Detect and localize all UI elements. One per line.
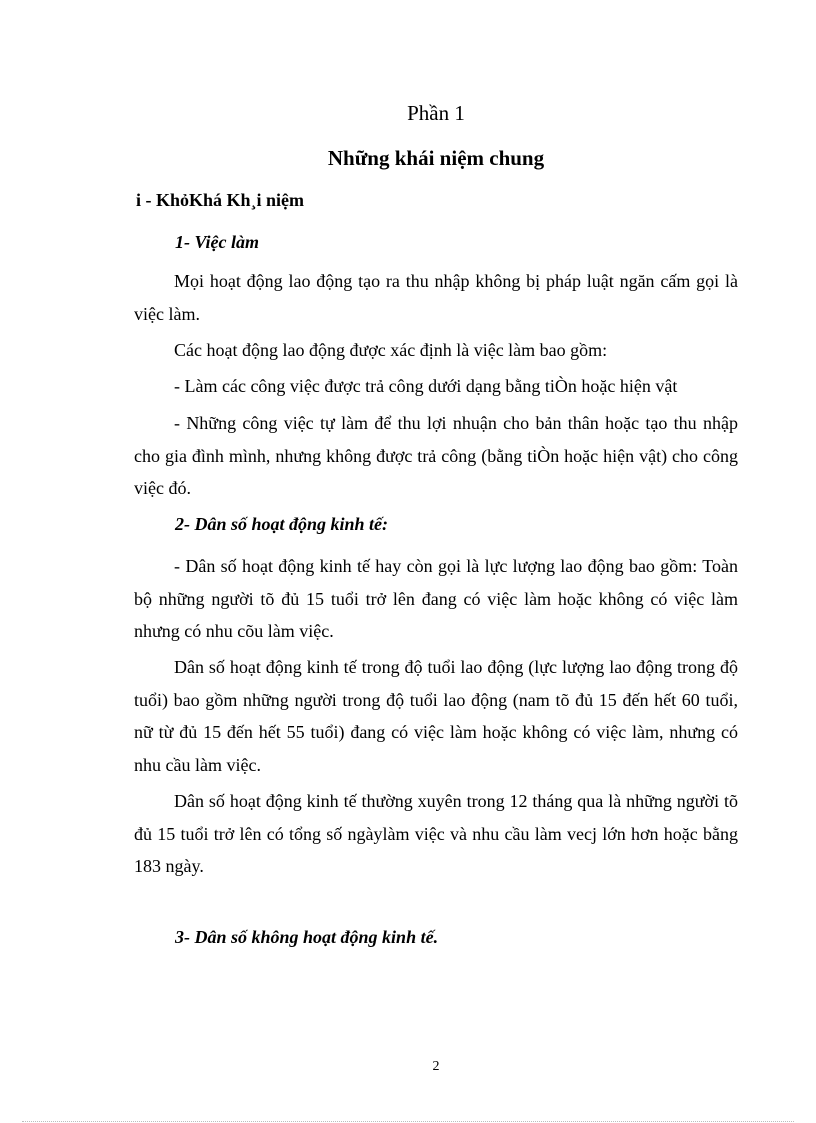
part-title: Phần 1 bbox=[407, 101, 465, 125]
paragraph: Dân số hoạt động kinh tế thường xuyên trong 12 tháng qua là những người tõ đủ 15 tuổi trở lên có tổng số ngàylàm việc và nhu cầu làm vecj lớn hơn hoặc bằng 183 ngày. bbox=[134, 791, 738, 876]
paragraph: Các hoạt động lao động được xác định là việc làm bao gồm: bbox=[174, 340, 608, 360]
section-heading: i - KhỏKhá Kh¸i niệm bbox=[136, 190, 305, 210]
page-number: 2 bbox=[432, 1059, 440, 1074]
paragraph: - Dân số hoạt động kinh tế hay còn gọi là lực lượng lao động bao gồm: Toàn bộ những người tõ đủ 15 tuổi trở lên đang có việc làm hoặc không có việc làm nhưng có nhu cõu làm việc. bbox=[134, 556, 738, 641]
paragraph: Dân số hoạt động kinh tế trong độ tuổi lao động (lực lượng lao động trong độ tuổi) bao gồm những người trong độ tuổi lao động (nam tõ đủ 15 đến hết 60 tuổi, nữ từ đủ 15 đến hết 55 tuổi) đang có việc làm hoặc không có việc làm, nhưng có nhu cầu làm việc. bbox=[134, 657, 738, 775]
main-title: Những khái niệm chung bbox=[327, 146, 545, 170]
paragraph: Mọi hoạt động lao động tạo ra thu nhập không bị pháp luật ngăn cấm gọi là việc làm. bbox=[134, 271, 738, 324]
subsection-heading-viec-lam: 1- Việc làm bbox=[175, 232, 259, 252]
list-item: - Những công việc tự làm để thu lợi nhuận cho bản thân hoặc tạo thu nhập cho gia đình mình, nhưng không được trả công (bằng tiÒn hoặc hiện vật) cho công việc đó. bbox=[134, 413, 738, 498]
page-bottom-border bbox=[22, 1121, 794, 1122]
subsection-heading-dan-so-khong-hoat-dong: 3- Dân số không hoạt động kinh tế. bbox=[175, 927, 439, 947]
subsection-heading-dan-so-hoat-dong: 2- Dân số hoạt động kinh tế: bbox=[175, 514, 389, 534]
list-item: - Làm các công việc được trả công dưới dạng bằng tiÒn hoặc hiện vật bbox=[174, 376, 678, 396]
